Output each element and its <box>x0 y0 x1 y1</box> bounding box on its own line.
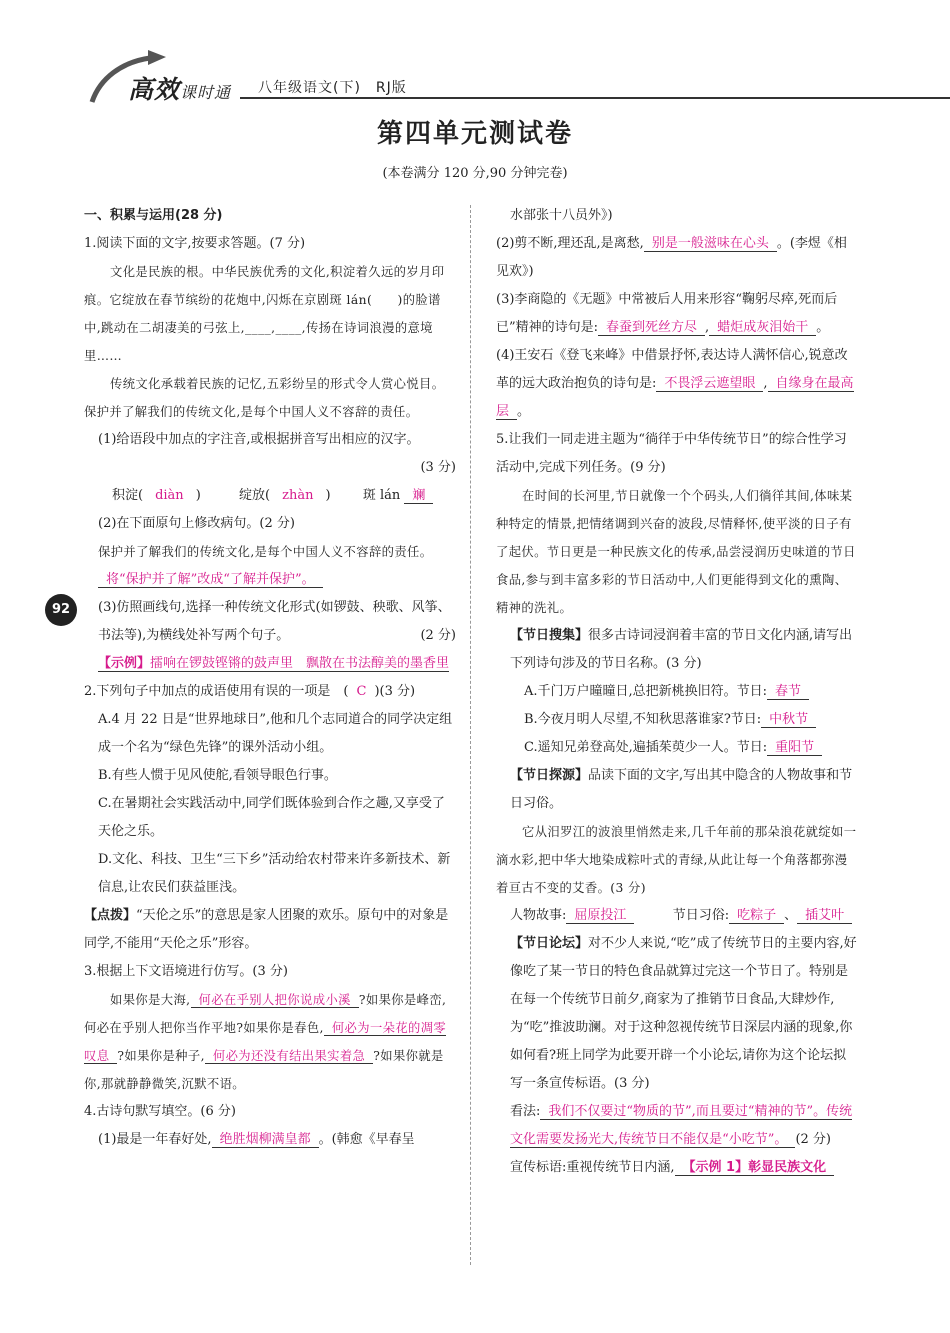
page-number-badge: 92 <box>45 594 77 626</box>
answer-lan: 斓 <box>404 488 433 504</box>
question-5-heading: 5.让我们一同走进主题为“徜徉于中华传统节日”的综合性学习活动中,完成下列任务。(9 分) <box>496 432 847 475</box>
q2-option-c: C.在暑期社会实践活动中,同学们既体验到合作之趣,又享受了天伦之乐。 <box>98 796 445 839</box>
q1-2-text: 保护并了解我们的传统文化,是每个中国人义不容辞的责任。 <box>98 545 433 559</box>
q1-passage-1: 文化是民族的根。中华民族优秀的文化,积淀着久远的岁月印痕。它绽放在春节缤纷的花炮中,闪烁在京剧斑 lán( )的脸谱中,跳动在二胡凄美的弓弦上,____,____,传扬在诗词浪漫的意境里…… <box>84 265 445 363</box>
q4-1-continued: 水部张十八员外》) <box>510 208 613 223</box>
question-4-heading: 4.古诗句默写填空。(6 分) <box>84 1104 236 1119</box>
q1-1-prompt: (1)给语段中加点的字注音,或根据拼音写出相应的汉字。 <box>98 432 420 447</box>
question-3-heading: 3.根据上下文语境进行仿写。(3 分) <box>84 964 288 979</box>
answer-dian: diàn <box>155 488 184 503</box>
header-subtitle: 八年级语文(下) RJ版 <box>258 80 407 96</box>
page-title: 第四单元测试卷 <box>376 119 573 149</box>
q2-option-a: A.4 月 22 日是“世界地球日”,他和几个志同道合的同学决定组成一个名为“绿色先锋”的课外活动小组。 <box>98 712 453 755</box>
question-2-heading: 2.下列句子中加点的成语使用有误的一项是 ( C )(3 分) <box>84 684 416 699</box>
q2-option-d: D.文化、科技、卫生“三下乡”活动给农村带来许多新技术、新信息,让农民们获益匪浅。 <box>98 852 451 895</box>
answer-zhan: zhàn <box>282 488 314 503</box>
section-heading: 一、积累与运用(28 分) <box>84 208 223 223</box>
q1-2-prompt: (2)在下面原句上修改病句。(2 分) <box>98 516 295 531</box>
brand-logo: 高效课时通 <box>128 75 232 104</box>
q2-tip: 【点拨】“天伦之乐”的意思是家人团聚的欢乐。原句中的对象是同学,不能用“天伦之乐”形容。 <box>84 908 449 951</box>
q1-1-answers: 积淀( diàn ) 绽放( zhàn ) 斑 lán 斓 <box>84 482 456 510</box>
page-header <box>0 0 950 110</box>
q5-1-c: C.遥知兄弟登高处,遍插茱萸少一人。节日: 重阳节 <box>496 734 858 762</box>
q1-3-answer: 【示例】擂响在锣鼓铿锵的鼓声里 飘散在书法醇美的墨香里 <box>98 656 450 671</box>
right-column <box>496 202 858 1182</box>
q4-1: (1)最是一年春好处, 绝胜烟柳满皇都 。(韩愈《早春呈 <box>98 1132 415 1147</box>
q5-1-prompt: 【节日搜集】很多古诗词浸润着丰富的节日文化内涵,请写出下列诗句涉及的节日名称。(3 分) <box>510 628 853 671</box>
q5-1-b: B.今夜月明人尽望,不知秋思落谁家?节日: 中秋节 <box>496 706 858 734</box>
q5-passage: 在时间的长河里,节日就像一个个码头,人们徜徉其间,体味某种特定的情景,把情绪调到兴奋的波段,尽情释怀,使平淡的日子有了起伏。节日更是一种民族文化的传承,品尝浸润历史味道的节日食品,参与到丰富多彩的节日活动中,人们更能得到文化的熏陶、精神的洗礼。 <box>496 489 856 615</box>
q2-option-b: B.有些人惯于见风使舵,看领导眼色行事。 <box>98 768 337 783</box>
left-column <box>84 202 456 1154</box>
q5-3-prompt: 【节日论坛】对不少人来说,“吃”成了传统节日的主要内容,好像吃了某一节日的特色食品就算过完这一个节日了。特别是在每一个传统节日前夕,商家为了推销节日食品,大肆炒作,为“吃”推波助澜。对于这种忽视传统节日深层内涵的现象,你如何看?班上同学为此要开辟一个小论坛,请你为这个论坛拟写一条宣传标语。(3 分) <box>510 936 857 1091</box>
question-1-heading: 1.阅读下面的文字,按要求答题。(7 分) <box>84 236 306 251</box>
q5-3-slogan: 宣传标语:重视传统节日内涵, 【示例 1】彰显民族文化 <box>496 1154 858 1182</box>
q4-2: (2)剪不断,理还乱,是离愁, 别是一般滋味在心头 。(李煜《相见欢》) <box>496 236 847 279</box>
header-rule <box>240 97 950 99</box>
q1-passage-2: 传统文化承载着民族的记忆,五彩纷呈的形式令人赏心悦目。保护并了解我们的传统文化,是每个中国人义不容辞的责任。 <box>84 377 445 419</box>
q4-3: (3)李商隐的《无题》中常被后人用来形容“鞠躬尽瘁,死而后已”精神的诗句是: 春蚕到死丝方尽 , 蜡炬成灰泪始干 。 <box>496 292 838 335</box>
page-note: (本卷满分 120 分,90 分钟完卷) <box>382 166 568 181</box>
q4-4: (4)王安石《登飞来峰》中借景抒怀,表达诗人满怀信心,锐意改革的远大政治抱负的诗句是: 不畏浮云遮望眼 , 自缘身在最高层 。 <box>496 348 854 419</box>
q1-1-score: (3 分) <box>420 460 456 475</box>
q5-2-answers: 人物故事: 屈原投江 节日习俗: 吃粽子 、 插艾叶 <box>496 902 858 930</box>
q5-2-passage: 它从汨罗江的波浪里悄然走来,几千年前的那朵浪花就绽如一滴水彩,把中华大地染成粽叶式的青绿,从此让每一个角落都弥漫着亘古不变的艾香。(3 分) <box>496 825 857 895</box>
q3-passage: 如果你是大海, 何必在乎别人把你说成小溪 ?如果你是峰峦,何必在乎别人把你当作平地?如果你是春色, 何必为一朵花的凋零叹息 ?如果你是种子, 何必为还没有结出果实着急 ?如果你就是你,那就静静微笑,沉默不语。 <box>84 993 447 1091</box>
q1-3-prompt: (3)仿照画线句,选择一种传统文化形式(如锣鼓、秧歌、风筝、书法等),为横线处补写两个句子。 (2 分) <box>98 600 456 643</box>
q5-3-view: 看法: 我们不仅要过“物质的节”,而且要过“精神的节”。传统文化需要发扬光大,传统节日不能仅是“小吃节”。 (2 分) <box>510 1104 853 1147</box>
q5-1-a: A.千门万户曈曈日,总把新桃换旧符。节日: 春节 <box>496 678 858 706</box>
q2-answer: C <box>356 684 367 699</box>
q1-2-answer: 将“保护并了解”改成“了解并保护”。 <box>84 566 456 594</box>
column-divider <box>470 205 471 1265</box>
q5-2-prompt: 【节日探源】品读下面的文字,写出其中隐含的人物故事和节日习俗。 <box>510 768 853 811</box>
